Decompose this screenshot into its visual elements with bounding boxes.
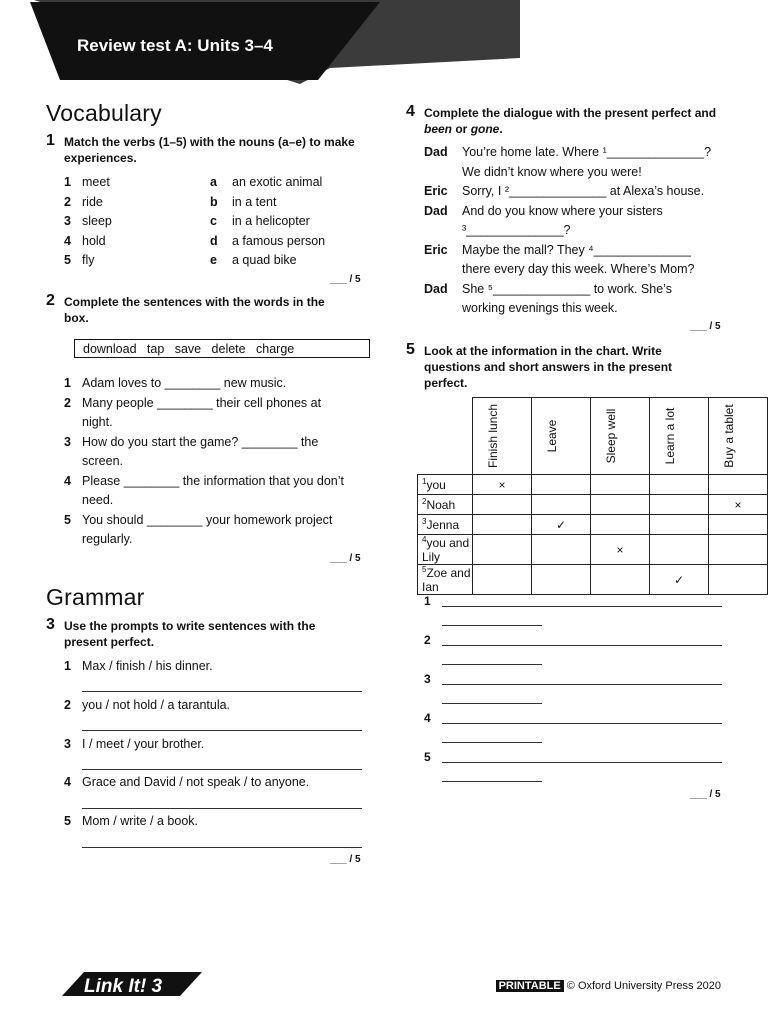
table-cell: × [709, 495, 768, 515]
section-title-grammar: Grammar [46, 584, 145, 610]
page-title: Review test A: Units 3–4 [77, 36, 273, 55]
score-q4: ___ / 5 [690, 321, 721, 332]
dialogue-line: there every day this week. Where’s Mom? [462, 262, 695, 276]
table-cell [650, 515, 709, 535]
question-number-5: 5 [406, 341, 415, 358]
info-chart-table [417, 397, 768, 595]
score-q1: ___ / 5 [330, 274, 361, 285]
table-cell [591, 515, 650, 535]
list-item: e a quad bike [210, 253, 297, 267]
question-instruction-2: Complete the sentences with the words in the box. [64, 295, 325, 325]
table-cell: ✓ [650, 565, 709, 595]
table-cell [532, 535, 591, 565]
column-header: Sleep well [591, 398, 650, 475]
verb-list [64, 173, 204, 271]
table-cell [650, 495, 709, 515]
table-cell [591, 495, 650, 515]
question-instruction-5: Look at the information in the chart. Write questions and short answers in the present perfect. [424, 344, 673, 390]
answer-line[interactable] [442, 625, 542, 626]
column-header: Leave [532, 398, 591, 475]
table-row [418, 515, 768, 535]
prompt-item: 2 you / not hold / a tarantula. [64, 698, 231, 712]
list-item: 4 hold [64, 233, 106, 248]
table-cell [473, 495, 532, 515]
dialogue-line: ³______________? [462, 223, 571, 237]
score-q5: ___ / 5 [690, 789, 721, 800]
answer-line[interactable] [442, 645, 722, 646]
section-title-vocabulary: Vocabulary [46, 100, 162, 126]
prompt-item: 1 Max / finish / his dinner. [64, 659, 213, 673]
noun-list [210, 173, 370, 271]
table-cell [532, 565, 591, 595]
list-item: 5 You should ________ your homework project regularly. [64, 512, 333, 546]
answer-number: 4 [424, 711, 431, 725]
table-cell [473, 515, 532, 535]
dialogue-line: working evenings this week. [462, 301, 618, 315]
dialogue-line: We didn’t know where you were! [462, 164, 642, 179]
prompt-item: 3 I / meet / your brother. [64, 737, 205, 751]
column-header: Finish lunch [473, 398, 532, 475]
column-header: Learn a lot [650, 398, 709, 475]
answer-line[interactable] [442, 781, 542, 782]
question-number-1: 1 [46, 132, 55, 149]
table-row [418, 565, 768, 595]
dialogue-line: Dad She ⁵______________ to work. She’s [424, 281, 672, 296]
question-number-3: 3 [46, 616, 55, 633]
question-instruction-1: Match the verbs (1–5) with the nouns (a–e) to make experiences. [64, 135, 355, 165]
list-item: 4 Please ________ the information that you don’t need. [64, 473, 344, 507]
list-item: c in a helicopter [210, 214, 310, 228]
table-cell [709, 515, 768, 535]
dialogue-line: Dad And do you know where your sisters [424, 203, 663, 218]
answer-line[interactable] [82, 769, 362, 770]
answer-line[interactable] [442, 742, 542, 743]
list-item: 3 How do you start the game? ________ the screen. [64, 434, 319, 468]
question-number-2: 2 [46, 292, 55, 309]
answer-number: 5 [424, 750, 431, 764]
list-item: 1 Adam loves to ________ new music. [64, 376, 287, 390]
dialogue-line: Eric Maybe the mall? They ⁴______________ [424, 242, 691, 257]
row-label: $^2$Noah [418, 495, 473, 515]
answer-number: 1 [424, 594, 431, 608]
table-cell [591, 475, 650, 495]
table-cell [473, 535, 532, 565]
link-it-logo [62, 968, 212, 1000]
table-row [418, 495, 768, 515]
question-instruction-4: Complete the dialogue with the present perfect and been or gone. [424, 106, 717, 136]
table-row [418, 475, 768, 495]
answer-line[interactable] [82, 808, 362, 809]
prompt-item: 4 Grace and David / not speak / to anyone. [64, 775, 310, 789]
table-cell [532, 495, 591, 515]
list-item: 2 Many people ________ their cell phones at night. [64, 395, 322, 429]
answer-line[interactable] [82, 847, 362, 848]
answer-line[interactable] [442, 664, 542, 665]
table-header-row [418, 398, 768, 475]
table-cell: × [591, 535, 650, 565]
row-label: $^4$you and Lily [418, 535, 473, 565]
table-cell [709, 535, 768, 565]
printable-badge: PRINTABLE [496, 980, 564, 992]
answer-line[interactable] [442, 703, 542, 704]
row-label: $^3$Jenna [418, 515, 473, 535]
list-item: 2 ride [64, 194, 103, 209]
question-instruction-3: Use the prompts to write sentences with the present perfect. [64, 619, 316, 649]
sentence-list [64, 374, 364, 550]
list-item: 1 meet [64, 175, 110, 189]
score-q3: ___ / 5 [330, 854, 361, 865]
answer-line[interactable] [442, 606, 722, 607]
row-label: $^5$Zoe and Ian [418, 565, 473, 595]
table-cell [650, 535, 709, 565]
answer-line[interactable] [442, 762, 722, 763]
table-cell [532, 475, 591, 495]
row-label: $^1$you [418, 475, 473, 495]
list-item: 5 fly [64, 253, 95, 267]
svg-text:Link It! 3: Link It! 3 [84, 976, 163, 997]
dialogue [424, 143, 734, 319]
list-item: a an exotic animal [210, 175, 323, 189]
column-header: Buy a tablet [709, 398, 768, 475]
table-cell [709, 565, 768, 595]
score-q2: ___ / 5 [330, 553, 361, 564]
table-cell: × [473, 475, 532, 495]
answer-line[interactable] [82, 691, 362, 692]
table-cell [709, 475, 768, 495]
prompt-item: 5 Mom / write / a book. [64, 814, 199, 828]
table-cell: ✓ [532, 515, 591, 535]
copyright-notice [496, 980, 721, 992]
answer-number: 3 [424, 672, 431, 686]
word-box: download tap save delete charge [74, 339, 370, 358]
answer-line[interactable] [442, 723, 722, 724]
table-corner [418, 398, 473, 475]
question-number-4: 4 [406, 103, 415, 120]
table-cell [591, 565, 650, 595]
answer-line[interactable] [442, 684, 722, 685]
dialogue-line: Eric Sorry, I ²______________ at Alexa’s house. [424, 184, 705, 198]
list-item: 3 sleep [64, 214, 112, 228]
answer-line[interactable] [82, 730, 362, 731]
list-item: b in a tent [210, 194, 277, 209]
answer-number: 2 [424, 633, 431, 647]
list-item: d a famous person [210, 233, 326, 248]
table-cell [650, 475, 709, 495]
table-row [418, 535, 768, 565]
table-cell [473, 565, 532, 595]
dialogue-line: Dad You’re home late. Where ¹______________? [424, 145, 712, 159]
copyright-text: © Oxford University Press 2020 [566, 980, 721, 992]
